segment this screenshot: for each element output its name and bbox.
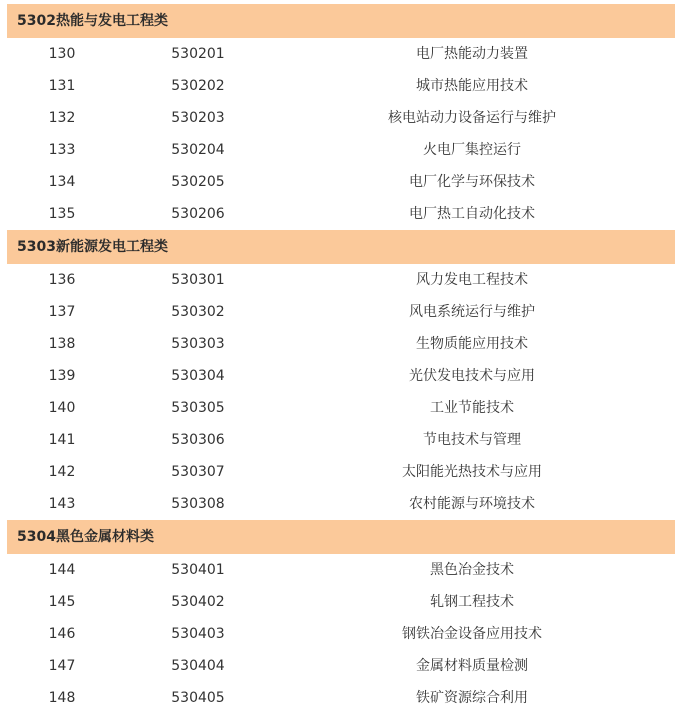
program-name: 核电站动力设备运行与维护	[388, 110, 556, 126]
row-number: 135	[48, 206, 76, 222]
row-number: 132	[48, 110, 76, 126]
row-number: 134	[48, 174, 76, 190]
row-number: 141	[48, 432, 76, 448]
program-code: 530308	[171, 496, 225, 512]
table-row	[7, 586, 675, 618]
program-table	[7, 4, 675, 714]
program-name: 金属材料质量检测	[416, 658, 528, 674]
row-number: 137	[48, 304, 76, 320]
program-code: 530307	[171, 464, 225, 480]
table-row	[7, 618, 675, 650]
program-code: 530206	[171, 206, 225, 222]
row-number: 144	[48, 562, 76, 578]
row-number: 146	[48, 626, 76, 642]
row-number: 143	[48, 496, 76, 512]
row-number: 148	[48, 690, 76, 706]
table-row	[7, 424, 675, 456]
program-code: 530405	[171, 690, 225, 706]
program-name: 风力发电工程技术	[416, 272, 528, 288]
program-name: 电厂热工自动化技术	[409, 206, 535, 222]
program-code: 530401	[171, 562, 225, 578]
row-number: 145	[48, 594, 76, 610]
program-name: 电厂化学与环保技术	[409, 174, 535, 190]
table-row	[7, 264, 675, 296]
table-row	[7, 488, 675, 520]
row-number: 136	[48, 272, 76, 288]
program-name: 风电系统运行与维护	[409, 304, 535, 320]
program-code: 530302	[171, 304, 225, 320]
row-number: 147	[48, 658, 76, 674]
program-code: 530404	[171, 658, 225, 674]
row-number: 131	[48, 78, 76, 94]
program-name: 黑色冶金技术	[430, 562, 514, 578]
program-code: 530303	[171, 336, 225, 352]
table-row	[7, 296, 675, 328]
program-code: 530305	[171, 400, 225, 416]
program-code: 530402	[171, 594, 225, 610]
table-row	[7, 650, 675, 682]
program-code: 530304	[171, 368, 225, 384]
program-name: 节电技术与管理	[423, 432, 521, 448]
program-code: 530301	[171, 272, 225, 288]
row-number: 140	[48, 400, 76, 416]
program-name: 铁矿资源综合利用	[416, 690, 528, 706]
table-row	[7, 360, 675, 392]
program-name: 城市热能应用技术	[416, 78, 528, 94]
program-name: 农村能源与环境技术	[409, 496, 535, 512]
table-row	[7, 198, 675, 230]
table-row	[7, 682, 675, 714]
program-name: 钢铁冶金设备应用技术	[402, 626, 542, 642]
program-name: 生物质能应用技术	[416, 336, 528, 352]
program-name: 光伏发电技术与应用	[409, 368, 535, 384]
table-row	[7, 328, 675, 360]
program-code: 530204	[171, 142, 225, 158]
program-name: 火电厂集控运行	[423, 142, 521, 158]
row-number: 139	[48, 368, 76, 384]
row-number: 130	[48, 46, 76, 62]
table-row	[7, 38, 675, 70]
table-row	[7, 392, 675, 424]
category-header: 5302热能与发电工程类	[7, 4, 675, 38]
category-header: 5304黑色金属材料类	[7, 520, 675, 554]
table-row	[7, 70, 675, 102]
program-name: 电厂热能动力装置	[416, 46, 528, 62]
table-row	[7, 554, 675, 586]
program-code: 530203	[171, 110, 225, 126]
category-header: 5303新能源发电工程类	[7, 230, 675, 264]
row-number: 142	[48, 464, 76, 480]
program-code: 530201	[171, 46, 225, 62]
table-row	[7, 102, 675, 134]
table-row	[7, 134, 675, 166]
program-name: 轧钢工程技术	[430, 594, 514, 610]
program-code: 530205	[171, 174, 225, 190]
program-name: 太阳能光热技术与应用	[402, 464, 542, 480]
program-name: 工业节能技术	[430, 400, 514, 416]
table-row	[7, 456, 675, 488]
row-number: 138	[48, 336, 76, 352]
program-code: 530202	[171, 78, 225, 94]
program-code: 530403	[171, 626, 225, 642]
row-number: 133	[48, 142, 76, 158]
table-row	[7, 166, 675, 198]
program-code: 530306	[171, 432, 225, 448]
